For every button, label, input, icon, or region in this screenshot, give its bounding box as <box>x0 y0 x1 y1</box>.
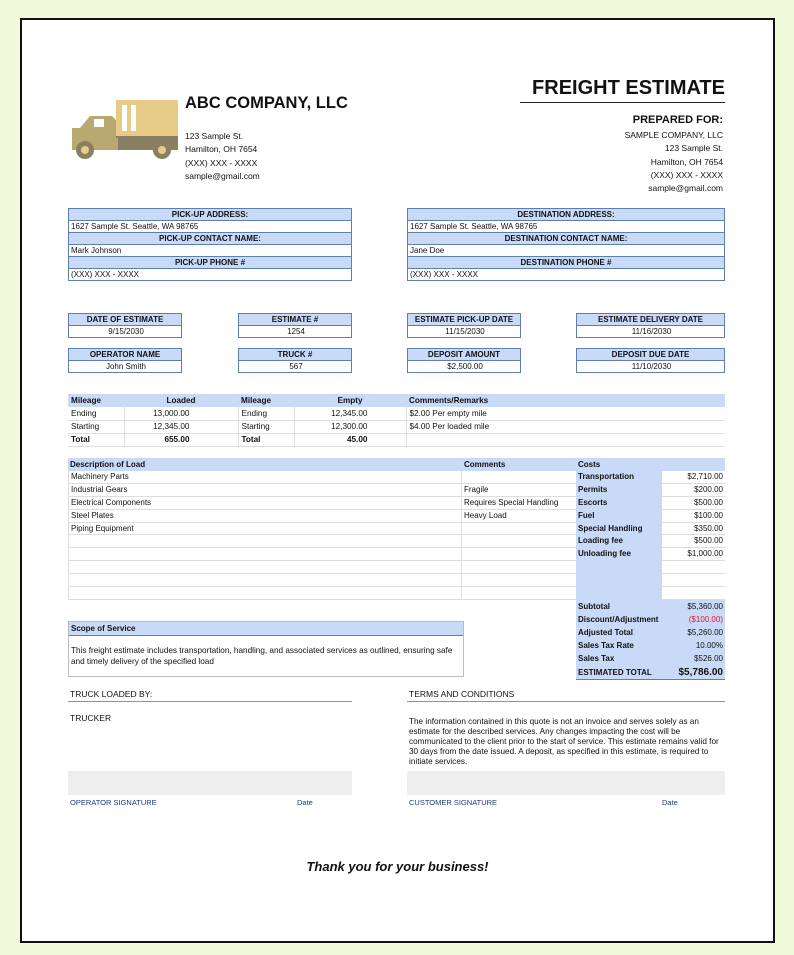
comments-header: Comments/Remarks <box>409 396 489 405</box>
cost-row <box>576 548 725 561</box>
truck-number-box <box>238 348 352 373</box>
pickup-date-box <box>407 313 521 338</box>
cost-rows <box>576 471 725 600</box>
load-comment-cell[interactable] <box>462 548 576 560</box>
table-row <box>68 471 576 484</box>
discount-label: Discount/Adjustment <box>576 613 662 626</box>
date-of-estimate[interactable]: 9/15/2030 <box>108 327 144 336</box>
cost-row-subtotal <box>576 600 725 613</box>
company-street: 123 Sample St. <box>185 131 244 141</box>
pickup-phone[interactable]: (XXX) XXX - XXXX <box>71 270 140 279</box>
cost-label <box>576 587 662 600</box>
table-row <box>68 548 576 561</box>
cost-row-total <box>576 665 725 680</box>
cost-value[interactable]: $200.00 <box>662 484 725 497</box>
pickup-phone-label: PICK-UP PHONE # <box>69 257 351 269</box>
page-title: FREIGHT ESTIMATE <box>520 77 725 103</box>
deposit-amount[interactable]: $2,500.00 <box>447 362 483 371</box>
cost-row <box>576 535 725 548</box>
load-comments-header: Comments <box>464 460 506 469</box>
cost-value[interactable]: $350.00 <box>662 523 725 536</box>
mileage-cell: Ending <box>68 407 124 420</box>
mileage-cell: 45.00 <box>294 433 406 446</box>
cost-row-tax <box>576 652 725 665</box>
customer-date-label: Date <box>662 798 678 807</box>
mileage-cell[interactable]: 13,000.00 <box>124 407 238 420</box>
load-comment-cell[interactable]: Heavy Load <box>464 510 507 520</box>
pickup-address[interactable]: 1627 Sample St. Seattle, WA 98765 <box>69 221 351 233</box>
tax-rate-value[interactable]: 10.00% <box>662 639 725 652</box>
load-header-row <box>68 458 576 471</box>
cost-value[interactable] <box>662 574 725 587</box>
destination-phone[interactable]: (XXX) XXX - XXXX <box>410 270 479 279</box>
mileage-header-row <box>68 394 725 407</box>
prepared-for <box>542 114 723 195</box>
company-info <box>185 130 260 184</box>
mileage-cell: Total <box>238 433 294 446</box>
pickup-contact[interactable]: Mark Johnson <box>69 245 351 257</box>
company-name: ABC COMPANY, LLC <box>185 94 348 112</box>
cost-value[interactable]: $2,710.00 <box>662 471 725 484</box>
cost-label: Fuel <box>576 510 662 523</box>
estimate-number-box <box>238 313 352 338</box>
delivery-date[interactable]: 11/16/2030 <box>631 327 672 336</box>
load-description-cell[interactable] <box>68 535 462 547</box>
truck-loaded-label: TRUCK LOADED BY: <box>68 689 352 702</box>
load-description-cell[interactable]: Electrical Components <box>68 497 462 509</box>
costs-panel <box>576 458 725 680</box>
scope-header: Scope of Service <box>69 622 463 636</box>
scope-text[interactable]: This freight estimate includes transportation, handling, and associated services as outlined, ensuring safe and timely delivery of the specified load <box>71 646 453 666</box>
table-row <box>68 433 725 446</box>
mileage-cell[interactable]: 12,345.00 <box>294 407 406 420</box>
delivery-date-box <box>576 313 725 338</box>
load-description-cell[interactable] <box>68 561 462 573</box>
client-name: SAMPLE COMPANY, LLC <box>624 130 723 141</box>
table-row <box>68 561 576 574</box>
pickup-contact-label: PICK-UP CONTACT NAME: <box>69 233 351 245</box>
load-description-cell[interactable]: Industrial Gears <box>68 484 462 496</box>
estimated-total-value: $5,786.00 <box>662 665 725 679</box>
delivery-date-label: ESTIMATE DELIVERY DATE <box>577 314 724 326</box>
adjusted-total-value: $5,260.00 <box>662 626 725 639</box>
estimate-page <box>20 18 775 943</box>
client-city: Hamilton, OH 7654 <box>650 156 723 167</box>
destination-address-label: DESTINATION ADDRESS: <box>408 209 724 221</box>
cost-row <box>576 484 725 497</box>
cost-label <box>576 574 662 587</box>
load-description-cell[interactable]: Steel Plates <box>68 510 462 522</box>
destination-phone-label: DESTINATION PHONE # <box>408 257 724 269</box>
deposit-due-box <box>576 348 725 373</box>
load-comment-cell[interactable] <box>462 523 576 535</box>
company-email: sample@gmail.com <box>185 171 260 182</box>
cost-label <box>576 561 662 574</box>
load-description-cell[interactable] <box>68 548 462 560</box>
costs-header: Costs <box>576 458 725 471</box>
destination-address[interactable]: 1627 Sample St. Seattle, WA 98765 <box>408 221 724 233</box>
cost-label: Transportation <box>576 471 662 484</box>
client-phone: (XXX) XXX - XXXX <box>650 169 723 180</box>
operator-label: OPERATOR NAME <box>69 349 181 361</box>
cost-value[interactable]: $500.00 <box>662 497 725 510</box>
truck-number[interactable]: 567 <box>289 362 303 371</box>
truck-loaded-value[interactable]: TRUCKER <box>70 713 112 723</box>
mileage-cell[interactable]: 12,300.00 <box>294 420 406 433</box>
cost-label: Special Handling <box>576 523 662 536</box>
company-city: Hamilton, OH 7654 <box>185 144 258 155</box>
pickup-date[interactable]: 11/15/2030 <box>445 327 485 336</box>
pickup-address-label: PICK-UP ADDRESS: <box>69 209 351 221</box>
estimated-total-label: ESTIMATED TOTAL <box>576 665 662 679</box>
terms-text: The information contained in this quote is not an invoice and serves solely as an estimate for the described services. Any changes impacting the cost will be communicated to the client prior to the start of service. This estimate remains valid for 30 days from the date issued. A deposit, as specified in this estimate, is required to initiate services. <box>409 717 719 766</box>
mileage-cell: Ending <box>238 407 294 420</box>
destination-contact-label: DESTINATION CONTACT NAME: <box>408 233 724 245</box>
cost-row <box>576 561 725 574</box>
cost-value[interactable]: $100.00 <box>662 510 725 523</box>
mileage-cell: 655.00 <box>124 433 238 446</box>
table-row <box>68 484 576 497</box>
adjusted-total-label: Adjusted Total <box>576 626 662 639</box>
cost-row-adjusted <box>576 626 725 639</box>
cost-label: Permits <box>576 484 662 497</box>
cost-value[interactable]: $500.00 <box>662 535 725 548</box>
cost-row-discount <box>576 613 725 626</box>
estimate-number-label: ESTIMATE # <box>239 314 351 326</box>
cost-row <box>576 497 725 510</box>
cost-value[interactable]: $1,000.00 <box>662 548 725 561</box>
operator-name[interactable]: John Smith <box>105 362 147 371</box>
cost-row <box>576 574 725 587</box>
truck-number-label: TRUCK # <box>239 349 351 361</box>
table-row <box>68 420 725 433</box>
operator-signature-label: OPERATOR SIGNATURE <box>70 798 157 807</box>
subtotal-label: Subtotal <box>576 600 662 613</box>
deposit-due-date[interactable]: 11/10/2030 <box>631 362 672 371</box>
empty-header: Empty <box>337 396 363 405</box>
cost-row <box>576 523 725 536</box>
cost-label: Escorts <box>576 497 662 510</box>
customer-signature-label: CUSTOMER SIGNATURE <box>409 798 498 807</box>
cost-label: Unloading fee <box>576 548 662 561</box>
mileage-cell[interactable]: 12,345.00 <box>124 420 238 433</box>
operator-box <box>68 348 182 373</box>
table-row <box>68 497 576 510</box>
load-comment-cell[interactable]: Requires Special Handling <box>464 497 559 507</box>
cost-value[interactable] <box>662 587 725 600</box>
load-comment-cell[interactable] <box>462 535 576 547</box>
load-rows <box>68 471 576 600</box>
load-description-cell[interactable] <box>68 587 462 599</box>
company-phone: (XXX) XXX - XXXX <box>185 157 258 168</box>
table-row <box>68 510 576 523</box>
pickup-date-label: ESTIMATE PICK-UP DATE <box>408 314 520 326</box>
deposit-box <box>407 348 521 373</box>
prepared-for-label: PREPARED FOR: <box>632 114 723 126</box>
table-row <box>68 523 576 536</box>
deposit-label: DEPOSIT AMOUNT <box>408 349 520 361</box>
tax-rate-label: Sales Tax Rate <box>576 639 662 652</box>
load-description-cell[interactable] <box>68 574 462 586</box>
table-row <box>68 587 576 600</box>
sales-tax-value: $526.00 <box>662 652 725 665</box>
date-of-estimate-label: DATE OF ESTIMATE <box>69 314 181 326</box>
mileage-header: Mileage <box>71 396 102 405</box>
mileage-cell[interactable]: $2.00 Per empty mile <box>409 408 487 418</box>
load-comment-cell[interactable]: Fragile <box>464 484 489 494</box>
operator-signature-field[interactable] <box>68 771 352 795</box>
load-description-cell[interactable]: Machinery Parts <box>68 471 462 483</box>
mileage-cell[interactable] <box>406 433 725 446</box>
mileage-cell: Total <box>68 433 124 446</box>
cost-label: Loading fee <box>576 535 662 548</box>
subtotal-value: $5,360.00 <box>662 600 725 613</box>
loaded-header: Loaded <box>166 396 196 405</box>
load-comment-cell[interactable] <box>462 561 576 573</box>
customer-signature-field[interactable] <box>407 771 725 795</box>
cost-row <box>576 471 725 484</box>
mileage-table <box>68 394 725 447</box>
deposit-due-label: DEPOSIT DUE DATE <box>577 349 724 361</box>
mileage-header: Mileage <box>241 396 272 405</box>
load-comment-cell[interactable] <box>462 587 576 599</box>
scope-box <box>68 621 464 677</box>
truck-icon <box>70 98 182 160</box>
mileage-cell: Starting <box>68 420 124 433</box>
terms-label: TERMS AND CONDITIONS <box>407 689 725 702</box>
cost-row <box>576 510 725 523</box>
cost-value[interactable] <box>662 561 725 574</box>
table-row <box>68 574 576 587</box>
load-description-cell[interactable]: Piping Equipment <box>68 523 462 535</box>
load-comment-cell[interactable] <box>462 574 576 586</box>
operator-date-label: Date <box>297 798 313 807</box>
mileage-cell: Starting <box>238 420 294 433</box>
table-row <box>68 407 725 420</box>
date-of-estimate-box <box>68 313 182 338</box>
discount-value[interactable]: ($100.00) <box>662 613 725 626</box>
cost-row <box>576 587 725 600</box>
load-table <box>68 458 576 600</box>
client-street: 123 Sample St. <box>664 143 723 154</box>
load-comment-cell[interactable] <box>462 471 576 483</box>
description-header: Description of Load <box>70 460 146 469</box>
thank-you-message: Thank you for your business! <box>306 859 489 874</box>
mileage-cell[interactable]: $4.00 Per loaded mile <box>409 422 490 431</box>
estimate-number[interactable]: 1254 <box>287 327 305 336</box>
table-row <box>68 535 576 548</box>
cost-row-tax-rate <box>576 639 725 652</box>
pickup-block <box>68 208 352 281</box>
sales-tax-label: Sales Tax <box>576 652 662 665</box>
destination-contact[interactable]: Jane Doe <box>408 245 724 257</box>
client-email: sample@gmail.com <box>648 183 723 194</box>
destination-block <box>407 208 725 281</box>
